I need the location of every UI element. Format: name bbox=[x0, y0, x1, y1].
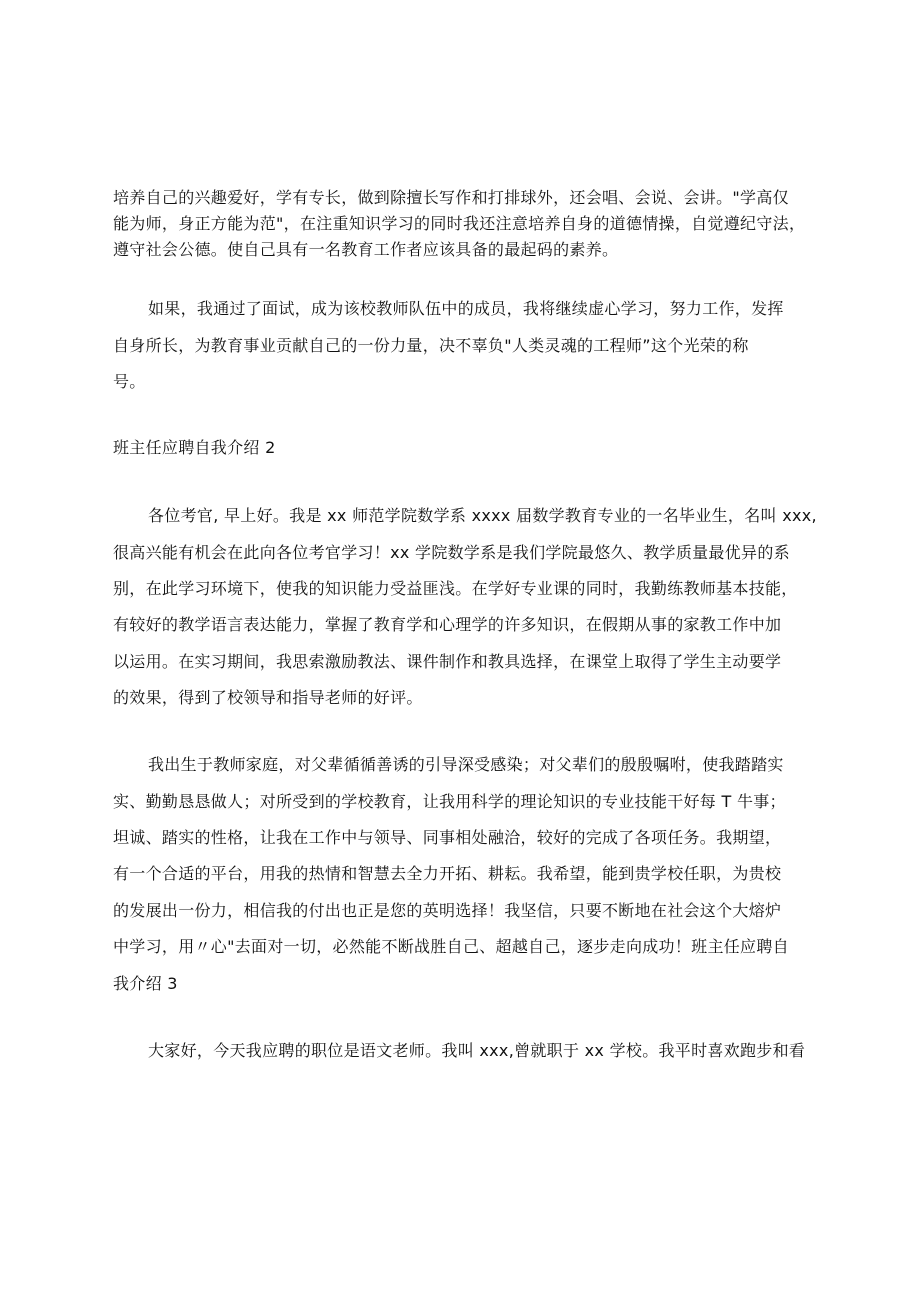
paragraph-4-line-5: 的发展出一份力，相信我的付出也正是您的英明选择！我坚信，只要不断地在社会这个大熔炉 bbox=[113, 901, 782, 920]
paragraph-4-line-4: 有一个合适的平台，用我的热情和智慧去全力开拓、耕耘。我希望，能到贵学校任职，为贵校 bbox=[113, 864, 782, 883]
paragraph-1-line-2: 能为师，身正方能为范"，在注重知识学习的同时我还注意培养自身的道德情操，自觉遵纪守法， bbox=[113, 214, 806, 233]
paragraph-3-line-6: 的效果，得到了校领导和指导老师的好评。 bbox=[113, 688, 423, 707]
paragraph-5-line-1: 大家好，今天我应聘的职位是语文老师。我叫 xxx,曾就职于 xx 学校。我平时喜欢跑步和看 bbox=[148, 1041, 806, 1060]
paragraph-3-line-4: 有较好的教学语言表达能力，掌握了教育学和心理学的许多知识，在假期从事的家教工作中加 bbox=[113, 615, 782, 634]
paragraph-3-line-3: 别，在此学习环境下，使我的知识能力受益匪浅。在学好专业课的同时，我勤练教师基本技能， bbox=[113, 579, 798, 598]
paragraph-2-line-3: 号。 bbox=[113, 372, 146, 391]
paragraph-2-line-2: 自身所长，为教育事业贡献自己的一份力量，决不辜负"人类灵魂的工程师”这个光荣的称 bbox=[113, 336, 749, 355]
paragraph-4-line-2: 实、勤勤恳恳做人；对所受到的学校教育，让我用科学的理论知识的专业技能干好每 T 牛事； bbox=[113, 792, 786, 811]
paragraph-1-line-3: 遵守社会公德。使自己具有一名教育工作者应该具备的最起码的素养。 bbox=[113, 240, 619, 259]
paragraph-3-line-2: 很高兴能有机会在此向各位考官学习！xx 学院数学系是我们学院最悠久、教学质量最优异的系 bbox=[113, 543, 790, 562]
paragraph-4-line-7: 我介绍 3 bbox=[113, 974, 178, 993]
paragraph-3-line-5: 以运用。在实习期间，我思索激励教法、课件制作和教具选择，在课堂上取得了学生主动要学 bbox=[113, 652, 782, 671]
paragraph-4-line-6: 中学习，用〃心"去面对一切，必然能不断战胜自己、超越自己，逐步走向成功！班主任应聘自 bbox=[113, 937, 789, 956]
paragraph-1-line-1: 培养自己的兴趣爱好，学有专长，做到除擅长写作和打排球外，还会唱、会说、会讲。"学高仅 bbox=[113, 188, 789, 207]
paragraph-3-line-1: 各位考官, 早上好。我是 xx 师范学院数学系 xxxx 届数学教育专业的一名毕业生，名叫 xxx, bbox=[148, 506, 817, 525]
paragraph-2-line-1: 如果，我通过了面试，成为该校教师队伍中的成员，我将继续虚心学习，努力工作，发挥 bbox=[148, 299, 784, 318]
paragraph-4-line-3: 坦诚、踏实的性格，让我在工作中与领导、同事相处融洽，较好的完成了各项任务。我期望， bbox=[113, 828, 782, 847]
section-heading: 班主任应聘自我介绍 2 bbox=[113, 438, 276, 457]
paragraph-4-line-1: 我出生于教师家庭，对父辈循循善诱的引导深受感染；对父辈们的殷殷嘱咐，使我踏踏实 bbox=[148, 755, 784, 774]
